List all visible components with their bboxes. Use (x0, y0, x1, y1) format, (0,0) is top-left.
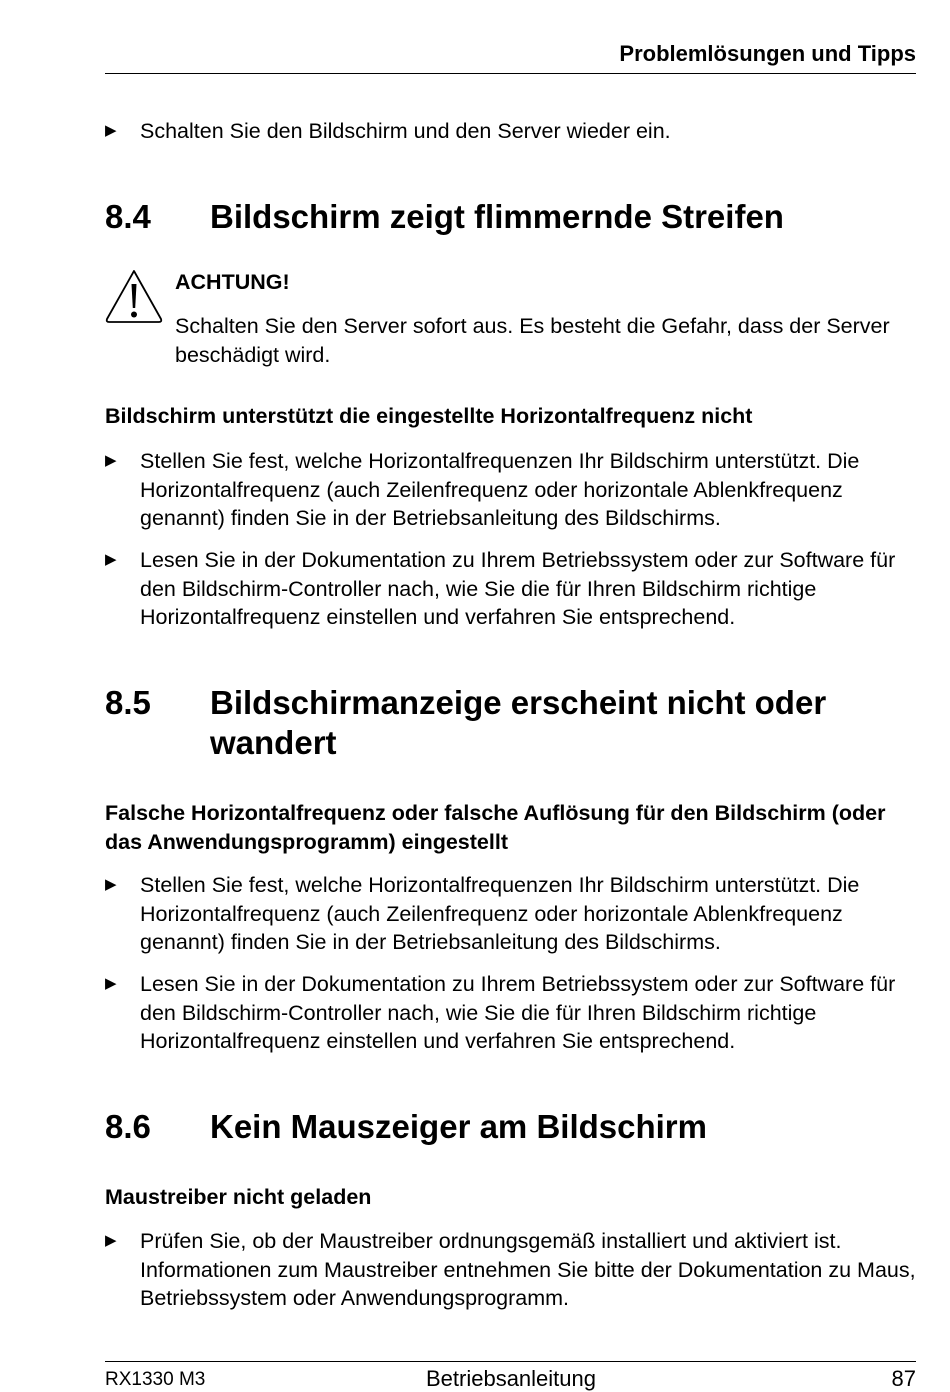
section-heading-8-6 (105, 1107, 916, 1147)
subheading: Maustreiber nicht geladen (105, 1185, 372, 1209)
list-item-text: Schalten Sie den Bildschirm und den Server wieder ein. (140, 119, 671, 143)
section-number: 8.5 (105, 684, 151, 721)
bullet-arrow-icon: ▶ (105, 551, 117, 568)
section-heading-8-4 (105, 197, 916, 237)
subheading: Falsche Horizontalfrequenz oder falsche Auflösung für den Bildschirm (oder das Anwendungsprogramm) eingestellt (105, 801, 886, 854)
bullet-arrow-icon: ▶ (105, 975, 117, 992)
bullet-arrow-icon: ▶ (105, 876, 117, 893)
header-rule (105, 73, 916, 74)
section-title: Bildschirmanzeige erscheint nicht oder wandert (210, 684, 827, 761)
list-item (105, 970, 916, 1056)
list-item-text: Prüfen Sie, ob der Maustreiber ordnungsgemäß installiert und aktiviert ist. Informationen zum Maustreiber entnehmen Sie bitte der Dokumentation zu Maus, Betriebssystem oder Anwendungsprogramm. (140, 1229, 916, 1310)
bullet-arrow-icon: ▶ (105, 452, 117, 469)
list-item (105, 871, 916, 957)
list-item (105, 1227, 916, 1313)
subheading: Bildschirm unterstützt die eingestellte Horizontalfrequenz nicht (105, 404, 753, 428)
list-item-text: Lesen Sie in der Dokumentation zu Ihrem Betriebssystem oder zur Software für den Bildschirm-Controller nach, wie Sie die für Ihren Bildschirm richtige Horizontalfrequenz einstellen und verfahren Sie entsprechend. (140, 548, 896, 629)
footer-model: RX1330 M3 (105, 1369, 206, 1390)
footer-doc-title: Betriebsanleitung (425, 1366, 596, 1391)
warning-title: ACHTUNG! (175, 270, 290, 294)
running-header: Problemlösungen und Tipps (619, 41, 916, 66)
bullet-arrow-icon: ▶ (105, 122, 117, 139)
warning-triangle-icon (104, 267, 164, 327)
section-number: 8.6 (105, 1108, 151, 1145)
list-item-text: Lesen Sie in der Dokumentation zu Ihrem Betriebssystem oder zur Software für den Bildschirm-Controller nach, wie Sie die für Ihren Bildschirm richtige Horizontalfrequenz einstellen und verfahren Sie entsprechend. (140, 972, 896, 1053)
list-item (105, 447, 916, 533)
list-item-text: Stellen Sie fest, welche Horizontalfrequenzen Ihr Bildschirm unterstützt. Die Horizontalfrequenz (auch Zeilenfrequenz oder horizontale Ablenkfrequenz genannt) finden Sie in der Betriebsanleitung des Bildschirms. (140, 449, 860, 530)
warning-text: Schalten Sie den Server sofort aus. Es besteht die Gefahr, dass der Server beschädigt wird. (175, 314, 890, 367)
section-title: Bildschirm zeigt flimmernde Streifen (210, 198, 784, 235)
list-item (105, 546, 916, 632)
page-number: 87 (891, 1366, 916, 1391)
bullet-arrow-icon: ▶ (105, 1232, 117, 1249)
section-number: 8.4 (105, 198, 151, 235)
section-heading-8-5 (105, 683, 916, 763)
section-title: Kein Mauszeiger am Bildschirm (210, 1108, 707, 1145)
footer-rule (105, 1361, 916, 1362)
list-item (105, 117, 916, 146)
list-item-text: Stellen Sie fest, welche Horizontalfrequenzen Ihr Bildschirm unterstützt. Die Horizontalfrequenz (auch Zeilenfrequenz oder horizontale Ablenkfrequenz genannt) finden Sie in der Betriebsanleitung des Bildschirms. (140, 873, 860, 954)
